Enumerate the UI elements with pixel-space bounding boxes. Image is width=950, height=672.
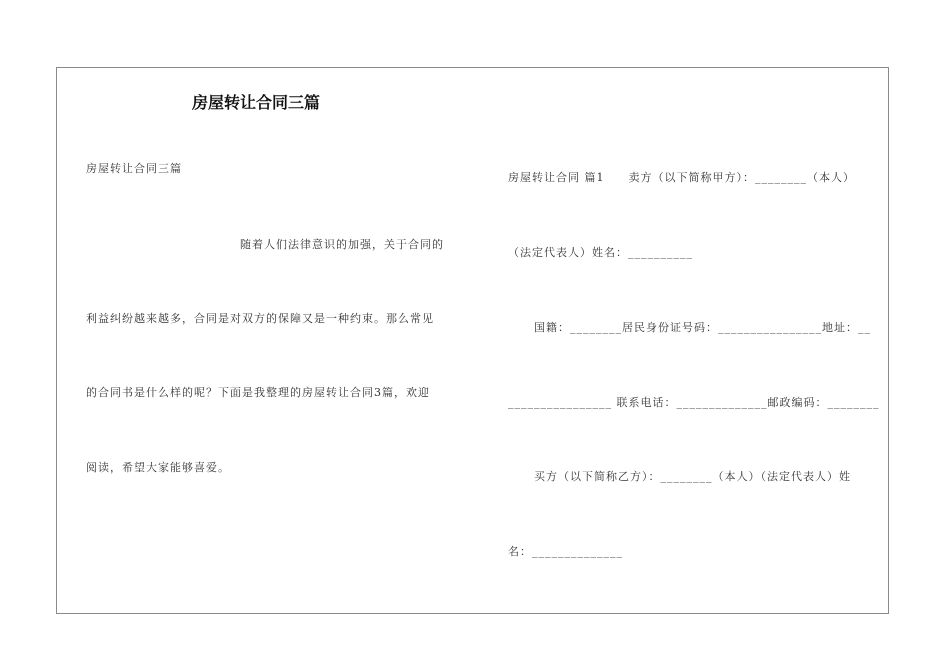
contract-phone-line: ________________ 联系电话：______________邮政编码：________ [508,396,880,409]
contract-buyer-line: 买方（以下简称乙方）：________（本人）（法定代表人）姓 [534,470,851,483]
contract-nationality-line: 国籍：________居民身份证号码：________________地址：__ [534,321,871,334]
intro-line-4: 阅读，希望大家能够喜爱。 [86,461,230,474]
contract-representative-line: （法定代表人）姓名：__________ [508,246,693,259]
intro-line-3: 的合同书是什么样的呢？下面是我整理的房屋转让合同3篇，欢迎 [86,386,430,399]
document-title: 房屋转让合同三篇 [192,93,321,112]
page-frame [56,67,889,614]
intro-line-2: 利益纠纷越来越多，合同是对双方的保障又是一种约束。那么常见 [86,312,434,325]
left-subtitle: 房屋转让合同三篇 [86,162,182,175]
intro-line-1: 随着人们法律意识的加强，关于合同的 [240,238,444,251]
contract-seller-line: 房屋转让合同 篇1 卖方（以下简称甲方）：________（本人） [508,171,855,184]
contract-buyer-name-line: 名：______________ [508,545,623,558]
